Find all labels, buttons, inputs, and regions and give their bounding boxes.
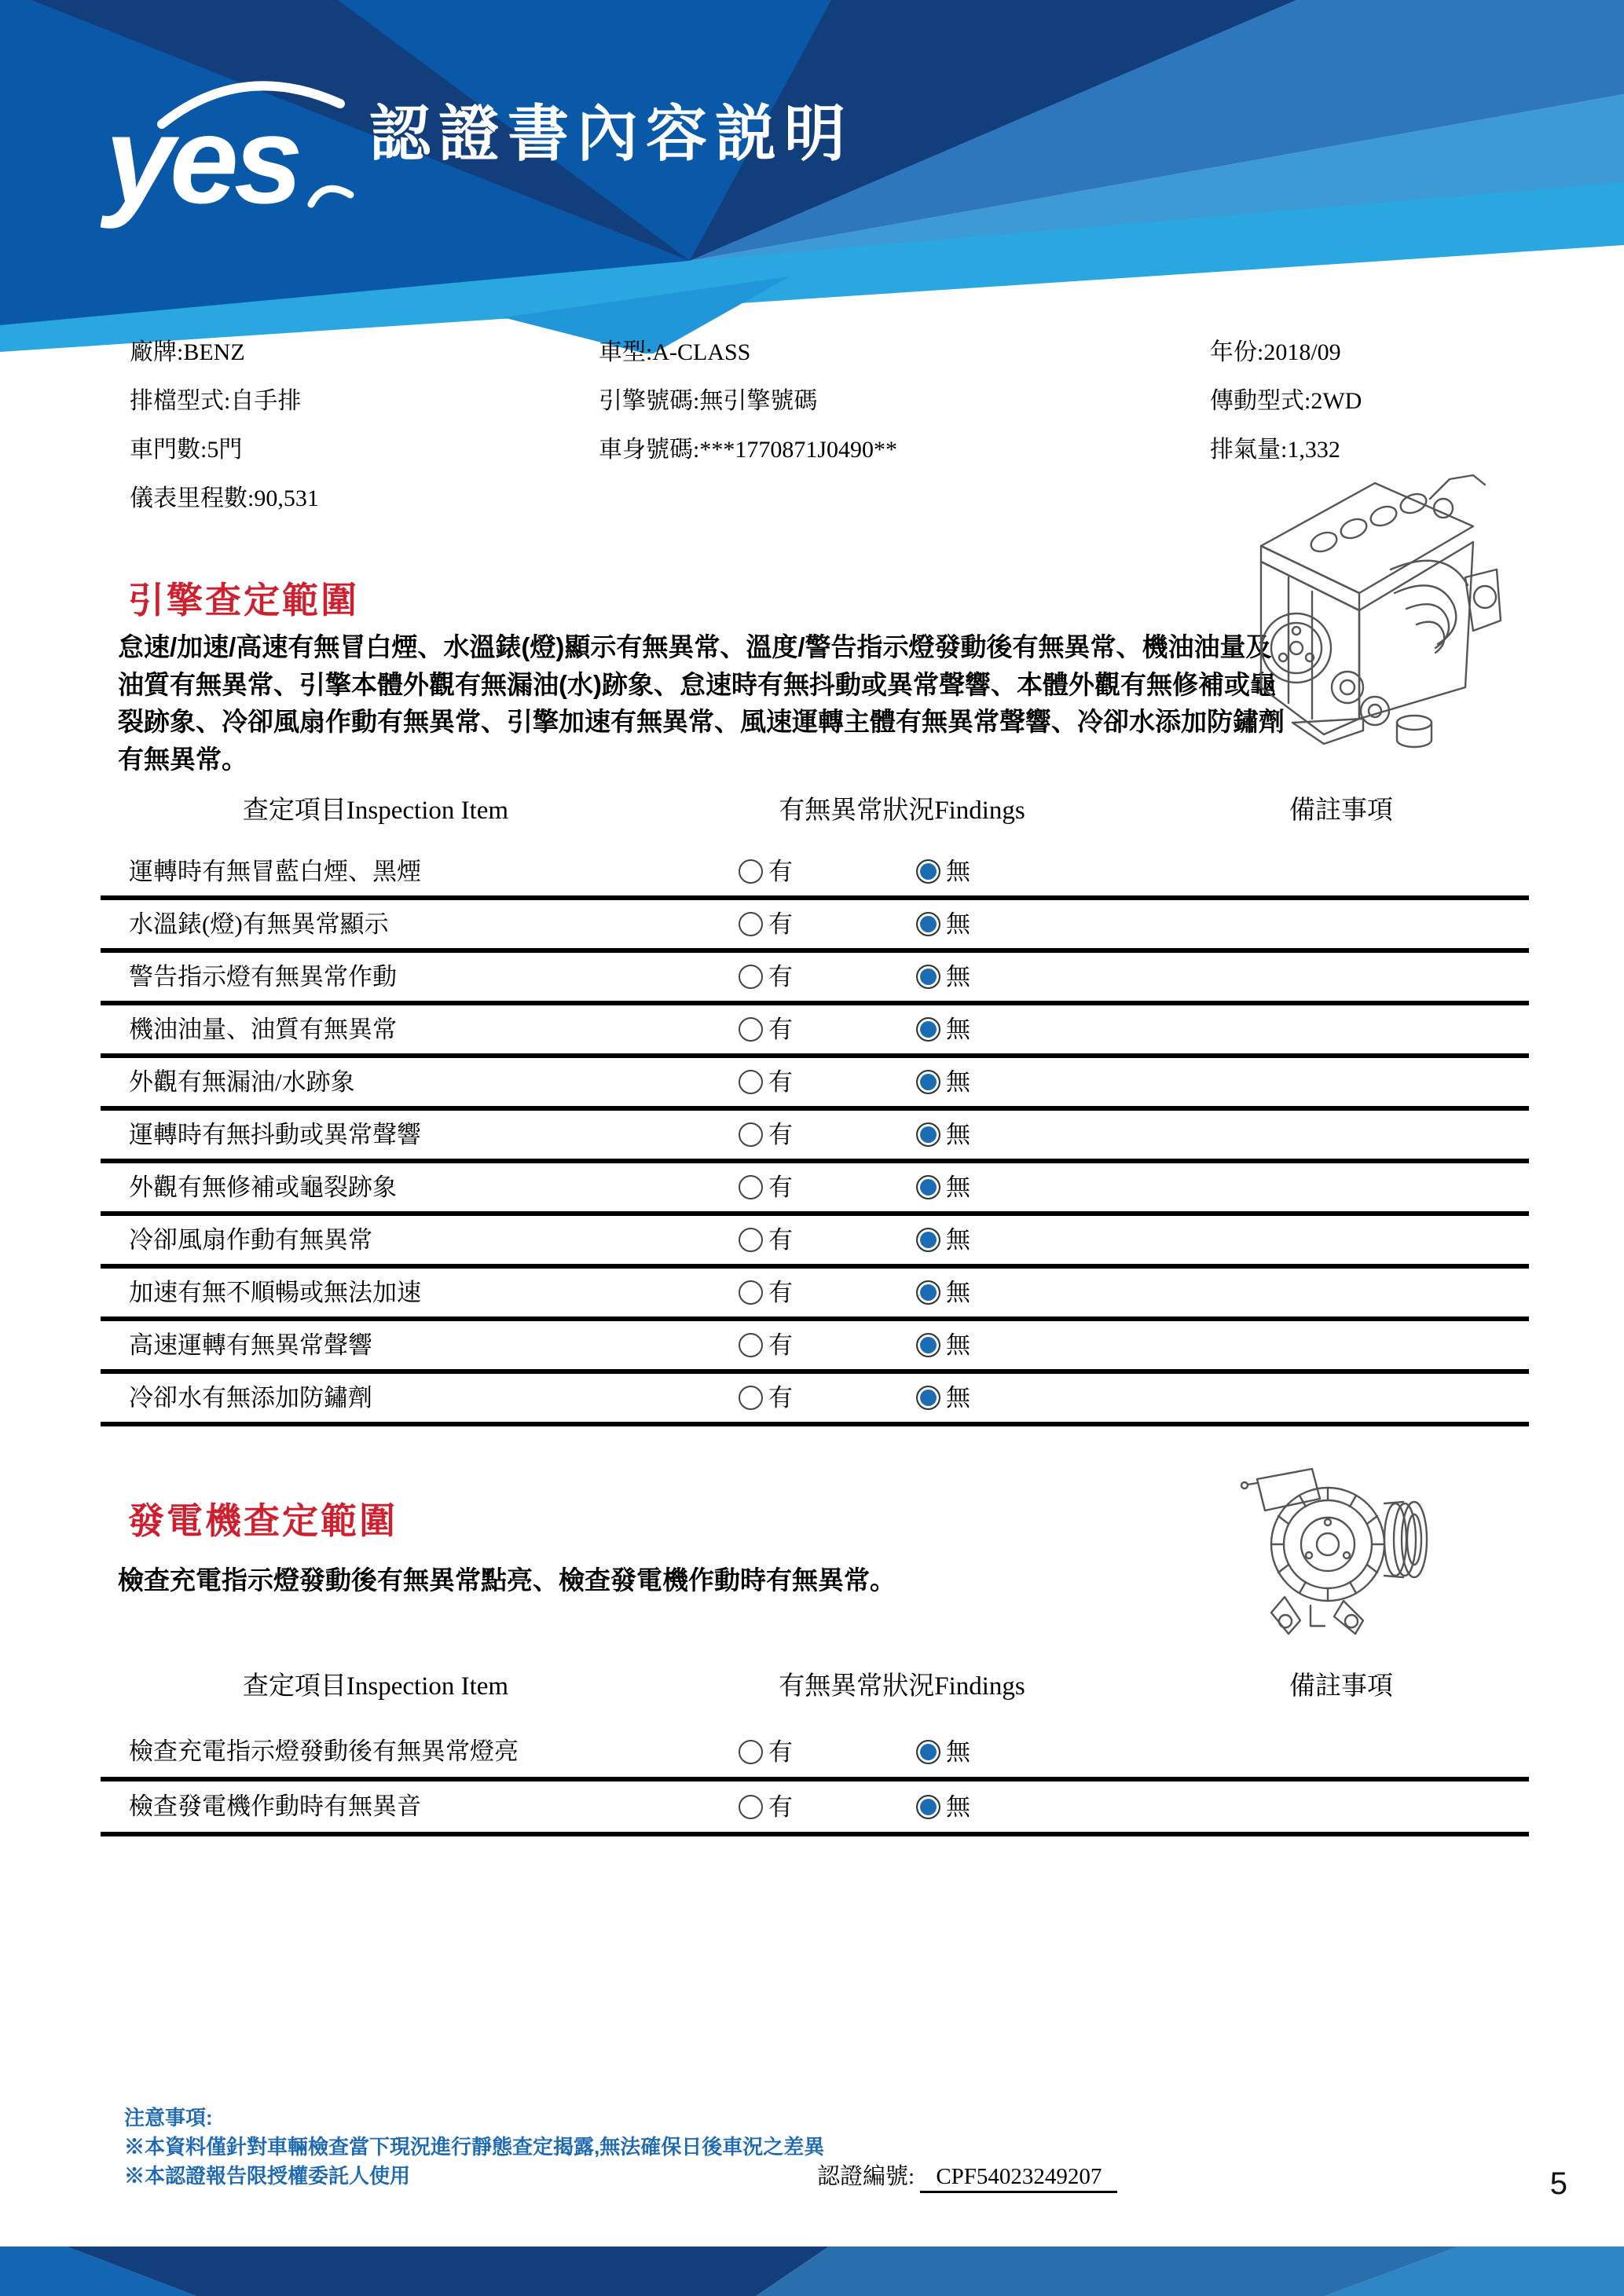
option-label-yes: 有 bbox=[768, 1121, 793, 1148]
radio-yes[interactable] bbox=[739, 1017, 763, 1042]
note-line: ※本認證報告限授權委託人使用 bbox=[124, 2164, 411, 2188]
finding-option-no bbox=[916, 848, 970, 895]
option-label-no: 無 bbox=[946, 963, 970, 991]
finding-option-yes bbox=[739, 1727, 793, 1777]
vehicle-info-column-middle bbox=[599, 328, 897, 474]
finding-option-no bbox=[916, 1111, 970, 1159]
table-row bbox=[101, 1321, 1529, 1374]
finding-option-no bbox=[916, 1374, 970, 1422]
finding-option-no bbox=[916, 1216, 970, 1264]
footer-band bbox=[0, 2247, 1624, 2296]
vehicle-info-item: 傳動型式:2WD bbox=[1210, 388, 1362, 414]
option-label-yes: 有 bbox=[768, 910, 793, 938]
finding-option-no bbox=[916, 1005, 970, 1053]
vehicle-info-item: 排氣量:1,332 bbox=[1210, 437, 1340, 463]
table-row bbox=[101, 953, 1529, 1005]
radio-no-selected[interactable] bbox=[916, 1333, 940, 1357]
option-label-yes: 有 bbox=[768, 1738, 793, 1766]
radio-yes[interactable] bbox=[739, 1333, 763, 1357]
generator-col-remarks: 備註事項 bbox=[1289, 1672, 1393, 1701]
radio-no-selected[interactable] bbox=[916, 1386, 940, 1410]
finding-option-no bbox=[916, 1727, 970, 1777]
radio-no-selected[interactable] bbox=[916, 1228, 940, 1252]
inspection-item-label: 外觀有無修補或龜裂跡象 bbox=[129, 1174, 397, 1201]
option-label-yes: 有 bbox=[768, 1279, 793, 1306]
option-label-yes: 有 bbox=[768, 1174, 793, 1201]
svg-text:yes: yes bbox=[105, 91, 299, 229]
finding-option-no bbox=[916, 1058, 970, 1106]
radio-no-selected[interactable] bbox=[916, 1740, 940, 1764]
option-label-no: 無 bbox=[946, 910, 970, 938]
finding-option-yes bbox=[739, 1058, 793, 1106]
vehicle-info-item: 車型:A-CLASS bbox=[599, 339, 751, 365]
radio-no-selected[interactable] bbox=[916, 1280, 940, 1305]
finding-option-yes bbox=[739, 900, 793, 948]
option-label-no: 無 bbox=[946, 1068, 970, 1096]
radio-yes[interactable] bbox=[739, 1795, 763, 1819]
radio-no-selected[interactable] bbox=[916, 965, 940, 989]
generator-section-title: 發電機查定範圍 bbox=[128, 1500, 398, 1541]
certificate-number-label: 認證編號: bbox=[817, 2164, 915, 2189]
option-label-no: 無 bbox=[946, 1121, 970, 1148]
engine-illustration bbox=[1214, 452, 1528, 766]
vehicle-info-item: 引擎號碼:無引擎號碼 bbox=[599, 388, 818, 414]
generator-section-description: 檢查充電指示燈發動後有無異常點亮、檢查發電機作動時有無異常。 bbox=[118, 1565, 896, 1595]
option-label-yes: 有 bbox=[768, 858, 793, 885]
option-label-no: 無 bbox=[946, 858, 970, 885]
notes-title: 注意事項: bbox=[124, 2106, 213, 2129]
radio-yes[interactable] bbox=[739, 859, 763, 884]
option-label-no: 無 bbox=[946, 1331, 970, 1359]
radio-yes[interactable] bbox=[739, 1070, 763, 1094]
inspection-item-label: 機油油量、油質有無異常 bbox=[129, 1016, 397, 1043]
radio-no-selected[interactable] bbox=[916, 1070, 940, 1094]
option-label-no: 無 bbox=[946, 1738, 970, 1766]
finding-option-no bbox=[916, 1269, 970, 1316]
option-label-yes: 有 bbox=[768, 1792, 793, 1821]
radio-yes[interactable] bbox=[739, 1280, 763, 1305]
generator-col-findings: 有無異常狀況Findings bbox=[779, 1672, 1025, 1701]
finding-option-yes bbox=[739, 1216, 793, 1264]
inspection-item-label: 警告指示燈有無異常作動 bbox=[129, 963, 397, 991]
radio-yes[interactable] bbox=[739, 965, 763, 989]
inspection-item-label: 加速有無不順暢或無法加速 bbox=[129, 1279, 421, 1306]
table-row bbox=[101, 1269, 1529, 1321]
option-label-no: 無 bbox=[946, 1279, 970, 1306]
finding-option-yes bbox=[739, 1321, 793, 1369]
engine-col-findings: 有無異常狀況Findings bbox=[779, 796, 1025, 825]
inspection-item-label: 運轉時有無抖動或異常聲響 bbox=[129, 1121, 421, 1148]
inspection-item-label: 冷卻水有無添加防鏽劑 bbox=[129, 1384, 372, 1412]
table-row bbox=[101, 848, 1529, 900]
finding-option-yes bbox=[739, 1782, 793, 1832]
option-label-no: 無 bbox=[946, 1174, 970, 1201]
certificate-number-value: CPF54023249207 bbox=[920, 2164, 1117, 2193]
finding-option-yes bbox=[739, 1005, 793, 1053]
radio-yes[interactable] bbox=[739, 1122, 763, 1147]
engine-table-header bbox=[101, 789, 1529, 826]
vehicle-info-item: 排檔型式:自手排 bbox=[130, 388, 302, 414]
table-row bbox=[101, 1058, 1529, 1111]
vehicle-info-item: 年份:2018/09 bbox=[1210, 339, 1341, 365]
engine-inspection-table bbox=[101, 848, 1529, 1426]
table-row bbox=[101, 1782, 1529, 1836]
table-row bbox=[101, 1005, 1529, 1058]
page-number: 5 bbox=[1549, 2166, 1567, 2201]
engine-section-title: 引擎查定範圍 bbox=[128, 580, 359, 621]
table-row bbox=[101, 900, 1529, 953]
table-row bbox=[101, 1727, 1529, 1782]
notes-list bbox=[124, 2133, 824, 2191]
inspection-item-label: 水溫錶(燈)有無異常顯示 bbox=[129, 910, 389, 938]
alternator-illustration bbox=[1210, 1452, 1454, 1648]
radio-yes[interactable] bbox=[739, 1740, 763, 1764]
footer-notes bbox=[124, 2104, 824, 2191]
radio-no-selected[interactable] bbox=[916, 1795, 940, 1819]
finding-option-no bbox=[916, 900, 970, 948]
radio-yes[interactable] bbox=[739, 1386, 763, 1410]
radio-no-selected[interactable] bbox=[916, 1017, 940, 1042]
table-row bbox=[101, 1111, 1529, 1163]
finding-option-yes bbox=[739, 1269, 793, 1316]
option-label-no: 無 bbox=[946, 1384, 970, 1412]
finding-option-yes bbox=[739, 848, 793, 895]
inspection-item-label: 運轉時有無冒藍白煙、黑煙 bbox=[129, 858, 421, 885]
finding-option-no bbox=[916, 1163, 970, 1211]
option-label-yes: 有 bbox=[768, 1384, 793, 1412]
finding-option-yes bbox=[739, 953, 793, 1001]
option-label-yes: 有 bbox=[768, 1068, 793, 1096]
finding-option-yes bbox=[739, 1163, 793, 1211]
generator-table-header bbox=[101, 1665, 1529, 1702]
page-title: 認證書內容説明 bbox=[369, 99, 854, 168]
option-label-no: 無 bbox=[946, 1792, 970, 1821]
footer-band-shapes bbox=[0, 2247, 1624, 2296]
inspection-item-label: 外觀有無漏油/水跡象 bbox=[129, 1068, 355, 1096]
page-header bbox=[0, 0, 1624, 353]
radio-yes[interactable] bbox=[739, 1175, 763, 1199]
table-row bbox=[101, 1163, 1529, 1216]
radio-no-selected[interactable] bbox=[916, 1122, 940, 1147]
vehicle-info-item: 廠牌:BENZ bbox=[130, 339, 245, 365]
inspection-item-label: 冷卻風扇作動有無異常 bbox=[129, 1226, 372, 1254]
certificate-number-row bbox=[817, 2159, 1117, 2191]
finding-option-no bbox=[916, 1321, 970, 1369]
inspection-item-label: 檢查充電指示燈發動後有無異常燈亮 bbox=[129, 1738, 519, 1765]
vehicle-info-item: 車身號碼:***1770871J0490** bbox=[599, 437, 898, 463]
finding-option-no bbox=[916, 1782, 970, 1832]
radio-no-selected[interactable] bbox=[916, 912, 940, 936]
table-row bbox=[101, 1374, 1529, 1426]
vehicle-info-item: 車門數:5門 bbox=[130, 437, 243, 463]
vehicle-info-item: 儀表里程數:90,531 bbox=[130, 485, 319, 511]
option-label-yes: 有 bbox=[768, 1016, 793, 1043]
finding-option-no bbox=[916, 953, 970, 1001]
option-label-no: 無 bbox=[946, 1016, 970, 1043]
note-line: ※本資料僅針對車輛檢查當下現況進行靜態查定揭露,無法確保日後車況之差異 bbox=[124, 2135, 825, 2159]
engine-col-remarks: 備註事項 bbox=[1289, 796, 1393, 825]
radio-no-selected[interactable] bbox=[916, 1175, 940, 1199]
vehicle-info-column-left bbox=[130, 328, 319, 523]
option-label-yes: 有 bbox=[768, 1331, 793, 1359]
option-label-no: 無 bbox=[946, 1226, 970, 1254]
finding-option-yes bbox=[739, 1374, 793, 1422]
table-row bbox=[101, 1216, 1529, 1269]
engine-section-description: 怠速/加速/高速有無冒白煙、水溫錶(燈)顯示有無異常、溫度/警告指示燈發動後有無異常、機油油量及油質有無異常、引擎本體外觀有無漏油(水)跡象、怠速時有無抖動或異常聲響、本體外觀有無修補或龜裂跡象、冷卻風扇作動有無異常、引擎加速有無異常、風速運轉主體有無異常聲響、冷卻水添加防鏽劑有無異常。 bbox=[118, 632, 1285, 774]
inspection-item-label: 高速運轉有無異常聲響 bbox=[129, 1331, 372, 1359]
radio-no-selected[interactable] bbox=[916, 859, 940, 884]
option-label-yes: 有 bbox=[768, 1226, 793, 1254]
generator-col-item: 查定項目Inspection Item bbox=[242, 1672, 509, 1701]
generator-inspection-table bbox=[101, 1727, 1529, 1836]
engine-col-item: 查定項目Inspection Item bbox=[242, 796, 509, 825]
option-label-yes: 有 bbox=[768, 963, 793, 991]
inspection-item-label: 檢查發電機作動時有無異音 bbox=[129, 1792, 421, 1820]
radio-yes[interactable] bbox=[739, 912, 763, 936]
yes-logo bbox=[101, 49, 376, 237]
radio-yes[interactable] bbox=[739, 1228, 763, 1252]
finding-option-yes bbox=[739, 1111, 793, 1159]
